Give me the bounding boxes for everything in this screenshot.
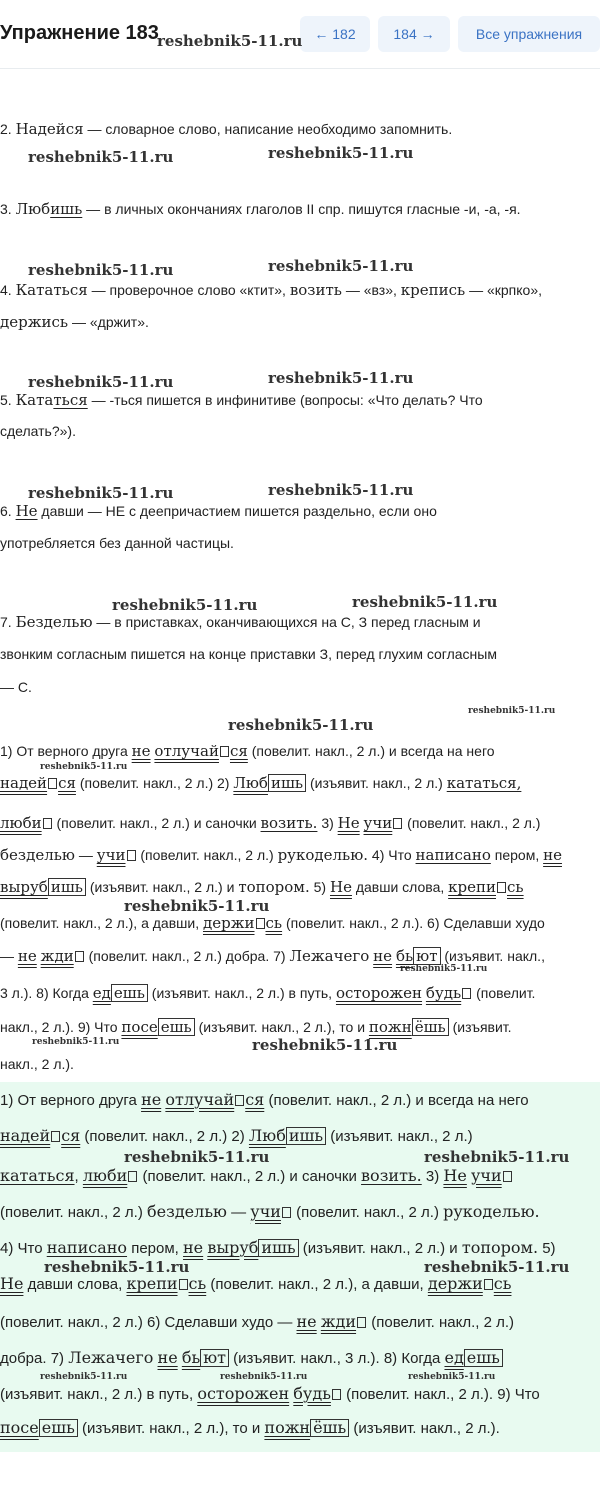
answer-line: 4) Что написано пером, не выруб ишь (изъявит. накл., 2 л.) и топором. 5) — [0, 1238, 556, 1257]
page-title: Упражнение 183 — [0, 22, 159, 44]
answer-line: посе ешь (изъявит. накл., 2 л.), то и пожн ёшь (изъявит. накл., 2 л.). — [0, 1418, 500, 1437]
explanation-3: 3. Любишь — в личных окончаниях глаголов II спр. пишутся гласные -и, -а, -я. — [0, 200, 521, 218]
watermark: reshebnik5-11.ru — [28, 261, 174, 279]
watermark: reshebnik5-11.ru — [228, 716, 374, 734]
watermark: reshebnik5-11.ru — [220, 1372, 308, 1382]
watermark: reshebnik5-11.ru — [157, 32, 303, 50]
watermark: reshebnik5-11.ru — [268, 257, 414, 275]
explanation-7-cont: звонким согласным пишется на конце приставки З, перед глухим согласным — [0, 646, 497, 662]
explanation-4: 4. Кататься — проверочное слово «ктит», возить — «вз», крепись — «крпко», — [0, 281, 543, 299]
exercise-line: 1) От верного друга не отлучай ся (повелит. накл., 2 л.) и всегда на него — [0, 742, 495, 760]
watermark: reshebnik5-11.ru — [124, 1148, 270, 1166]
answer-line: 1) От верного друга не отлучай ся (повелит. накл., 2 л.) и всегда на него — [0, 1090, 529, 1109]
watermark: reshebnik5-11.ru — [400, 964, 488, 974]
watermark: reshebnik5-11.ru — [408, 1372, 496, 1382]
explanation-7: 7. Безделью — в приставках, оканчивающихся на С, З перед гласным и — [0, 613, 481, 631]
watermark: reshebnik5-11.ru — [112, 596, 258, 614]
exercise-line: — не жди (повелит. накл., 2 л.) добра. 7) Лежачего не бь ют (изъявит. накл., — [0, 947, 545, 965]
explanation-6-cont: употребляется без данной частицы. — [0, 535, 234, 551]
answer-line: надей ся (повелит. накл., 2 л.) 2) Люб ишь (изъявит. накл., 2 л.) — [0, 1126, 473, 1145]
exercise-line: 3 л.). 8) Когда ед ешь (изъявит. накл., 2 л.) в путь, осторожен будь (повелит. — [0, 984, 536, 1002]
watermark: reshebnik5-11.ru — [40, 762, 128, 772]
watermark: reshebnik5-11.ru — [268, 481, 414, 499]
watermark: reshebnik5-11.ru — [40, 1372, 128, 1382]
answer-line: добра. 7) Лежачего не бь ют (изъявит. накл., 3 л.). 8) Когда ед ешь — [0, 1348, 503, 1367]
answer-line: кататься, люби (повелит. накл., 2 л.) и саночки возить. 3) Не учи — [0, 1166, 513, 1185]
explanation-7-cont: — С. — [0, 679, 32, 695]
watermark: reshebnik5-11.ru — [28, 373, 174, 391]
watermark: reshebnik5-11.ru — [268, 144, 414, 162]
answer-line: (повелит. накл., 2 л.) безделью — учи (повелит. накл., 2 л.) рукоделью. — [0, 1202, 540, 1221]
exercise-line: надей ся (повелит. накл., 2 л.) 2) Люб ишь (изъявит. накл., 2 л.) кататься, — [0, 774, 522, 792]
exercise-line: накл., 2 л.). 9) Что посе ешь (изъявит. накл., 2 л.), то и пожн ёшь (изъявит. — [0, 1018, 512, 1036]
explanation-5-cont: сделать?»). — [0, 423, 76, 439]
exercise-line: безделью — учи (повелит. накл., 2 л.) рукоделью. 4) Что написано пером, не — [0, 846, 562, 864]
exercise-line: накл., 2 л.). — [0, 1056, 74, 1072]
explanation-2: 2. Надейся — словарное слово, написание необходимо запомнить. — [0, 120, 453, 138]
exercise-line: (повелит. накл., 2 л.), а давши, держи сь (повелит. накл., 2 л.). 6) Сделавши худо — [0, 914, 545, 932]
answer-line: (изъявит. накл., 2 л.) в путь, осторожен будь (повелит. накл., 2 л.). 9) Что — [0, 1384, 540, 1403]
prev-exercise-button[interactable]: ← 182 — [300, 16, 370, 52]
watermark: reshebnik5-11.ru — [124, 897, 270, 915]
watermark: reshebnik5-11.ru — [28, 484, 174, 502]
watermark: reshebnik5-11.ru — [44, 1258, 190, 1276]
all-exercises-button[interactable]: Все упражнения — [458, 16, 600, 52]
exercise-line: выруб ишь (изъявит. накл., 2 л.) и топором. 5) Не давши слова, крепи сь — [0, 878, 524, 896]
answer-line: Не давши слова, крепи сь (повелит. накл., 2 л.), а давши, держи сь — [0, 1274, 512, 1293]
explanation-6: 6. Не давши — НЕ с деепричастием пишется раздельно, если оно — [0, 502, 437, 520]
watermark: reshebnik5-11.ru — [468, 706, 556, 716]
answer-line: (повелит. накл., 2 л.) 6) Сделавши худо — не жди (повелит. накл., 2 л.) — [0, 1312, 515, 1331]
explanation-4-cont: держись — «држит». — [0, 313, 149, 331]
watermark: reshebnik5-11.ru — [424, 1148, 570, 1166]
exercise-line: люби (повелит. накл., 2 л.) и саночки возить. 3) Не учи (повелит. накл., 2 л.) — [0, 814, 541, 832]
watermark: reshebnik5-11.ru — [32, 1037, 120, 1047]
watermark: reshebnik5-11.ru — [352, 593, 498, 611]
next-exercise-button[interactable]: 184 → — [378, 16, 450, 52]
watermark: reshebnik5-11.ru — [28, 148, 174, 166]
watermark: reshebnik5-11.ru — [252, 1036, 398, 1054]
explanation-5: 5. Кататься — -ться пишется в инфинитиве (вопросы: «Что делать? Что — [0, 391, 483, 409]
watermark: reshebnik5-11.ru — [424, 1258, 570, 1276]
watermark: reshebnik5-11.ru — [268, 369, 414, 387]
